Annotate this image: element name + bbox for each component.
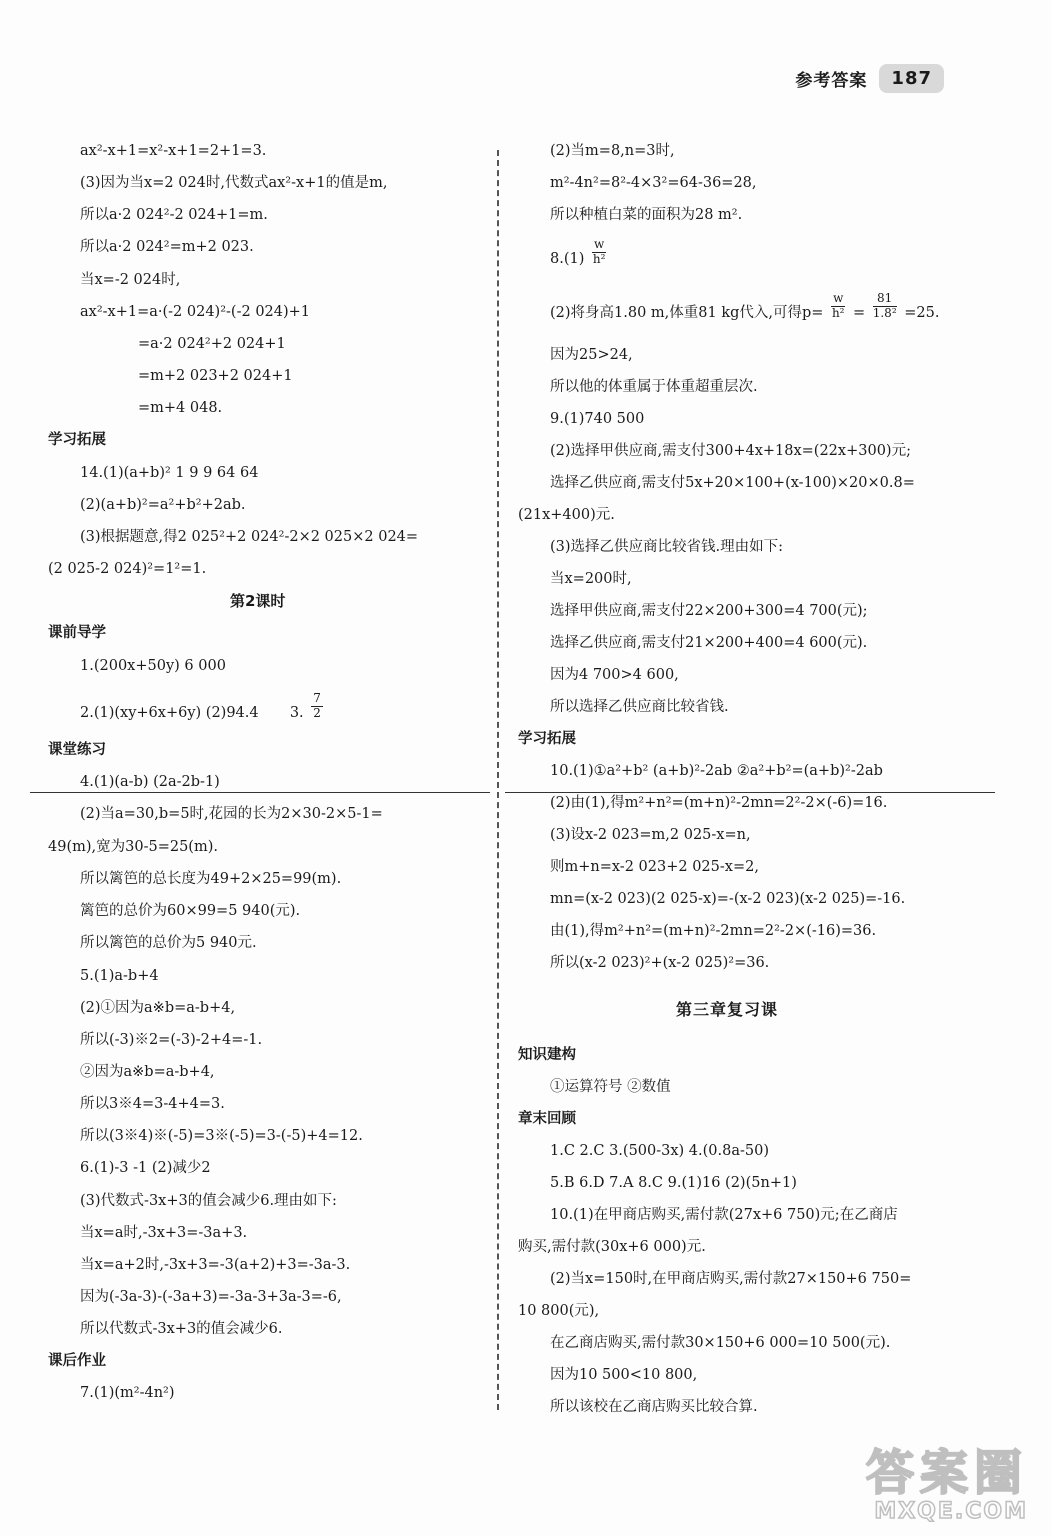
q3-fraction [311,692,323,719]
answer-line: 所以(-3)※2=(-3)-2+4=-1. [80,1032,263,1048]
section-title: 第三章复习课 [676,1000,779,1019]
answer-line: ①运算符号 ②数值 [550,1079,671,1095]
answer-line: 所以篱笆的总长度为49+2×25=99(m). [80,871,342,887]
answer-line: 9.(1)740 500 [550,411,645,427]
answer-line: 所以他的体重属于体重超重层次. [550,379,758,395]
answer-line: (21x+400)元. [518,507,615,523]
answer-line: 篱笆的总价为60×99=5 940(元). [80,903,301,919]
answer-line: (3)代数式-3x+3的值会减少6.理由如下: [80,1193,337,1209]
answer-line: mn=(x-2 023)(2 025-x)=-(x-2 023)(x-2 025)=-16. [550,891,906,907]
q8b-equals: = [852,305,866,321]
header-title: 参考答案 [795,71,868,91]
watermark-logo [838,1434,1028,1524]
answer-line: 7.(1)(m²-4n²) [80,1385,175,1401]
q8-label: 8.(1) [550,251,585,267]
answer-line: (3)设x-2 023=m,2 025-x=n, [550,827,751,843]
q3-fraction-numerator: 7 [313,691,321,706]
section-heading: 章末回顾 [518,1111,576,1127]
answer-line: 因为(-3a-3)-(-3a+3)=-3a-3+3a-3=-6, [80,1289,342,1305]
q8b-text: (2)将身高1.80 m,体重81 kg代入,可得p= [550,305,824,321]
answer-line: 49(m),宽为30-5=25(m). [48,839,218,855]
q2-text: 2.(1)(xy+6x+6y) (2)94.4 [80,705,259,721]
q8b-fraction-1-denominator: h² [831,305,845,320]
answer-line: 14.(1)(a+b)² 1 9 9 64 64 [80,465,259,481]
answer-line: 所以代数式-3x+3的值会减少6. [80,1321,283,1337]
section-title: 第2课时 [230,592,286,610]
watermark-text-bottom: MXQE.COM [874,1499,1028,1524]
answer-line: ax²-x+1=a·(-2 024)²-(-2 024)+1 [80,304,311,320]
answer-line-q8-1 [550,237,609,267]
horizontal-rule-left [30,792,490,793]
answer-line: 选择乙供应商,需支付21×200+400=4 600(元). [550,635,868,651]
answer-line: (2)当x=150时,在甲商店购买,需付款27×150+6 750= [550,1271,912,1287]
q8b-fraction-2-numerator: 81 [873,292,897,306]
answer-line: 所以选择乙供应商比较省钱. [550,699,729,715]
page-number-badge: 187 [879,64,944,93]
answer-line-q8-2 [550,291,940,321]
answer-line: 在乙商店购买,需付款30×150+6 000=10 500(元). [550,1335,891,1351]
answer-line: ax²-x+1=x²-x+1=2+1=3. [80,143,267,159]
answer-line: 所以该校在乙商店购买比较合算. [550,1399,758,1415]
q8-fraction [592,238,606,265]
answer-line: (3)因为当x=2 024时,代数式ax²-x+1的值是m, [80,175,388,191]
answer-line: (2)选择甲供应商,需支付300+4x+18x=(22x+300)元; [550,443,911,459]
page-header [795,64,944,93]
section-heading: 课堂练习 [48,742,106,758]
answer-line: (3)选择乙供应商比较省钱.理由如下: [550,539,784,555]
answer-line: 10.(1)①a²+b² (a+b)²-2ab ②a²+b²=(a+b)²-2ab [550,763,883,779]
answer-line: =m+2 023+2 024+1 [138,368,293,384]
answer-line: 10 800(元), [518,1303,600,1319]
q8-fraction-numerator: w [593,237,605,252]
answer-line: 因为25>24, [550,347,633,363]
answer-line: m²-4n²=8²-4×3²=64-36=28, [550,175,757,191]
answer-line: 购买,需付款(30x+6 000)元. [518,1239,706,1255]
answer-line: 5.(1)a-b+4 [80,968,159,984]
answer-line: =m+4 048. [138,400,223,416]
answer-line: ②因为a※b=a-b+4, [80,1064,215,1080]
section-heading: 学习拓展 [518,731,576,747]
answer-line: (2)当a=30,b=5时,花园的长为2×30-2×5-1= [80,806,383,822]
answer-line-q2-q3 [80,691,326,721]
answer-line: 则m+n=x-2 023+2 025-x=2, [550,859,759,875]
q8b-fraction-2-denominator: 1.8² [872,305,897,320]
q8b-fraction-2 [873,292,897,319]
horizontal-rule-right [505,792,995,793]
q8b-result: =25. [904,305,940,321]
answer-line: 10.(1)在甲商店购买,需付款(27x+6 750)元;在乙商店 [550,1207,898,1223]
answer-line: (2)由(1),得m²+n²=(m+n)²-2mn=2²-2×(-6)=16. [550,795,888,811]
answer-line: 所以a·2 024²-2 024+1=m. [80,207,268,223]
answer-line: 选择乙供应商,需支付5x+20×100+(x-100)×20×0.8= [550,475,915,491]
answer-line: (3)根据题意,得2 025²+2 024²-2×2 025×2 024= [80,529,419,545]
answer-line: 当x=-2 024时, [80,272,181,288]
answer-line: 1.C 2.C 3.(500-3x) 4.(0.8a-50) [550,1143,770,1159]
answer-line: (2)①因为a※b=a-b+4, [80,1000,236,1016]
section-heading: 学习拓展 [48,432,106,448]
answer-line: 因为4 700>4 600, [550,667,679,683]
answer-line: 5.B 6.D 7.A 8.C 9.(1)16 (2)(5n+1) [550,1175,797,1191]
answer-line: 所以(x-2 023)²+(x-2 025)²=36. [550,955,770,971]
answer-line: (2)当m=8,n=3时, [550,143,675,159]
q8b-fraction-1 [831,292,845,319]
answer-line: 所以种植白菜的面积为28 m². [550,207,743,223]
answer-line: 所以a·2 024²=m+2 023. [80,239,254,255]
section-heading: 知识建构 [518,1047,576,1063]
answer-line: 所以篱笆的总价为5 940元. [80,935,257,951]
answer-line: (2 025-2 024)²=1²=1. [48,561,207,577]
answer-line: 所以(3※4)※(-5)=3※(-5)=3-(-5)+4=12. [80,1128,363,1144]
answer-line: 当x=200时, [550,571,632,587]
section-heading: 课后作业 [48,1353,106,1369]
answer-line: =a·2 024²+2 024+1 [138,336,286,352]
answer-line: 由(1),得m²+n²=(m+n)²-2mn=2²-2×(-16)=36. [550,923,877,939]
answer-line: 当x=a+2时,-3x+3=-3(a+2)+3=-3a-3. [80,1257,351,1273]
answer-line: 所以3※4=3-4+4=3. [80,1096,225,1112]
answer-line: 6.(1)-3 -1 (2)减少2 [80,1160,211,1176]
q3-label: 3. [289,705,304,721]
q8b-fraction-1-numerator: w [833,291,844,306]
answer-line: 当x=a时,-3x+3=-3a+3. [80,1225,248,1241]
q3-fraction-denominator: 2 [313,705,321,720]
section-heading: 课前导学 [48,625,106,641]
watermark-text-top: 答案圈 [865,1445,1028,1501]
answer-line: (2)(a+b)²=a²+b²+2ab. [80,497,246,513]
q8-fraction-denominator: h² [592,251,606,266]
answer-line: 选择甲供应商,需支付22×200+300=4 700(元); [550,603,868,619]
answer-line: 4.(1)(a-b) (2a-2b-1) [80,774,220,790]
answer-line: 因为10 500<10 800, [550,1367,698,1383]
column-divider [497,150,499,1410]
answer-line: 1.(200x+50y) 6 000 [80,658,226,674]
